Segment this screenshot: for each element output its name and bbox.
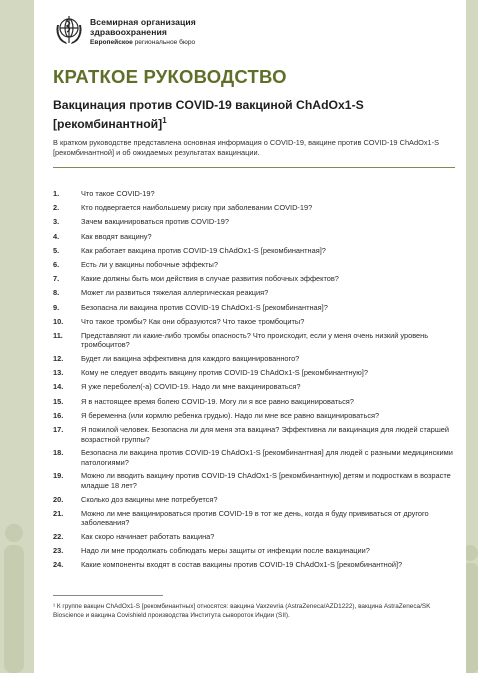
question-text: Представляют ли какие-либо тромбы опасность? Что происходит, если у меня очень низкий уровень тромбоцитов? [81, 330, 429, 350]
question-text: Как вводят вакцину? [81, 231, 152, 241]
question-item[interactable] [53, 382, 457, 392]
org-name-line2: здравоохранения [90, 27, 167, 37]
who-header [54, 13, 196, 47]
question-item[interactable] [53, 217, 457, 227]
question-number: 12. [53, 354, 64, 364]
document-card [34, 0, 466, 673]
question-number: 7. [53, 274, 60, 284]
question-number: 18. [53, 448, 64, 458]
question-item[interactable] [53, 274, 457, 284]
question-number: 9. [53, 302, 60, 312]
question-item[interactable] [53, 203, 457, 213]
question-item[interactable] [53, 532, 457, 542]
footnote-marker[interactable]: 1 [162, 116, 167, 125]
question-text: Я беременна (или кормлю ребенка грудью). Надо ли мне все равно вакцинироваться? [81, 410, 380, 420]
question-item[interactable] [53, 560, 457, 570]
question-item[interactable] [53, 397, 457, 407]
question-text: Надо ли мне продолжать соблюдать меры защиты от инфекции после вакцинации? [81, 546, 370, 556]
question-text: Сколько доз вакцины мне потребуется? [81, 494, 218, 504]
org-region-rest: региональное бюро [132, 39, 196, 46]
question-item[interactable] [53, 495, 457, 505]
question-text: Как работает вакцина против COVID-19 ChAdOx1-S [рекомбинантная]? [81, 245, 326, 255]
question-number: 22. [53, 531, 64, 541]
question-text: Как скоро начинает работать вакцина? [81, 531, 215, 541]
question-number: 13. [53, 368, 64, 378]
question-number: 6. [53, 259, 60, 269]
question-text: Кому не следует вводить вакцину против COVID-19 ChAdOx1-S [рекомбинантную]? [81, 368, 368, 378]
question-text: Кто подвергается наибольшему риску при заболевании COVID-19? [81, 203, 313, 213]
question-number: 11. [53, 330, 63, 340]
question-item[interactable] [53, 189, 457, 199]
question-item[interactable] [53, 509, 457, 528]
page-title: КРАТКОЕ РУКОВОДСТВО [53, 66, 287, 87]
question-item[interactable] [53, 448, 457, 467]
question-text: Я пожилой человек. Безопасна ли для меня эта вакцина? Эффективна ли вакцинация для людей старшей возрастной группы? [81, 425, 450, 444]
question-number: 16. [53, 410, 64, 420]
question-item[interactable] [53, 232, 457, 242]
question-number: 14. [53, 382, 64, 392]
question-text: Безопасна ли вакцина против COVID-19 ChAdOx1-S [рекомбинантная]? [81, 302, 328, 312]
question-number: 4. [53, 231, 60, 241]
question-number: 23. [53, 546, 64, 556]
org-region [90, 38, 196, 47]
question-number: 21. [53, 508, 64, 518]
question-item[interactable] [53, 288, 457, 298]
subtitle-text: Вакцинация против COVID-19 вакциной ChAdOx1-S [рекомбинантной] [53, 98, 364, 132]
question-item[interactable] [53, 411, 457, 421]
question-number: 5. [53, 245, 60, 255]
question-number: 20. [53, 494, 64, 504]
question-item[interactable] [53, 317, 457, 327]
question-number: 3. [53, 217, 60, 227]
question-item[interactable] [53, 546, 457, 556]
question-list [53, 189, 457, 575]
question-text: Что такое тромбы? Как они образуются? Что такое тромбоциты? [81, 316, 305, 326]
who-emblem-icon [54, 13, 84, 47]
question-item[interactable] [53, 246, 457, 256]
question-number: 17. [53, 425, 64, 434]
question-item[interactable] [53, 471, 457, 490]
question-item[interactable] [53, 425, 457, 444]
question-number: 1. [53, 189, 60, 198]
question-item[interactable] [53, 260, 457, 270]
question-text: Есть ли у вакцины побочные эффекты? [81, 259, 218, 269]
question-text: Я в настоящее время болею COVID-19. Могу ли я все равно вакцинироваться? [81, 396, 354, 406]
intro-text: В кратком руководстве представлена основная информация о COVID-19, вакцине против COVID-19 ChAdOx1-S [рекомбинантной] и об ожидаемых результатах вакцинации. [53, 138, 440, 157]
question-text: Можно ли вводить вакцину против COVID-19 ChAdOx1-S [рекомбинантную] детям и подросткам в возрасте младше 18 лет? [81, 471, 451, 490]
question-text: Что такое COVID-19? [81, 189, 155, 198]
question-item[interactable] [53, 354, 457, 364]
question-text: Зачем вакцинироваться против COVID-19? [81, 217, 230, 227]
footnote-divider [53, 595, 163, 596]
question-text: Какие компоненты входят в состав вакцины против COVID-19 ChAdOx1-S [рекомбинантной]? [81, 560, 403, 570]
question-number: 15. [53, 396, 64, 406]
question-number: 19. [53, 471, 64, 481]
divider [53, 167, 455, 168]
question-text: Какие должны быть мои действия в случае развития побочных эффектов? [81, 274, 339, 284]
question-text: Я уже переболел(-а) COVID-19. Надо ли мне вакцинироваться? [81, 382, 301, 392]
question-number: 24. [53, 560, 64, 570]
footnote: ¹ К группе вакцин ChAdOx1-S [рекомбинантных] относятся: вакцина Vaxzevria (AstraZeneca/AZD1222), вакцина AstraZeneca/SK Bioscience и вакцина Covishield производства Института сывороток Индии (SII). [53, 603, 431, 619]
question-text: Безопасна ли вакцина против COVID-19 ChAdOx1-S [рекомбинантная] для людей с разными медицинскими патологиями? [81, 448, 453, 467]
org-region-bold: Европейское [90, 39, 133, 46]
question-text: Может ли развиться тяжелая аллергическая реакция? [81, 288, 269, 298]
question-item[interactable] [53, 303, 457, 313]
question-item[interactable] [53, 368, 457, 378]
question-number: 10. [53, 316, 64, 326]
org-name [90, 17, 196, 47]
question-text: Будет ли вакцина эффективна для каждого вакцинированного? [81, 354, 300, 364]
question-item[interactable] [53, 331, 457, 350]
question-number: 2. [53, 203, 60, 213]
question-number: 8. [53, 288, 60, 298]
question-text: Можно ли мне вакцинироваться против COVID-19 в тот же день, когда я буду прививаться от другого заболевания? [81, 508, 429, 528]
page-subtitle [53, 97, 453, 132]
org-name-line1: Всемирная организация [90, 17, 196, 27]
